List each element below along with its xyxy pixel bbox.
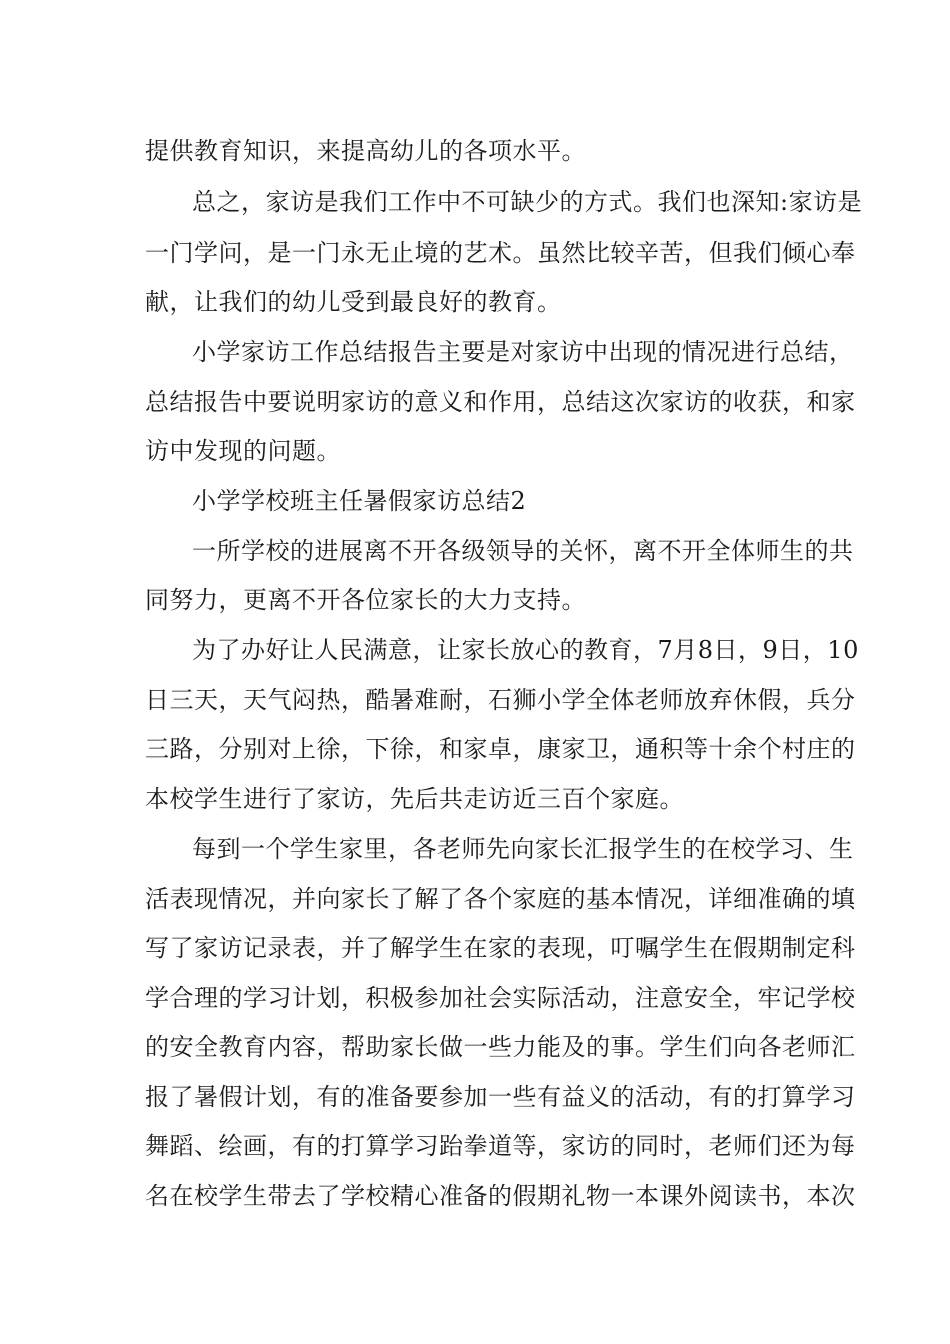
paragraph-6-line-8: 名在校学生带去了学校精心准备的假期礼物一本课外阅读书，本次 bbox=[145, 1182, 856, 1210]
paragraph-5-line-3: 三路，分别对上徐，下徐，和家卓，康家卫，通积等十余个村庄的 bbox=[145, 735, 856, 763]
paragraph-6-line-3: 写了家访记录表，并了解学生在家的表现，叮嘱学生在假期制定科 bbox=[145, 934, 856, 962]
paragraph-6-line-5: 的安全教育内容，帮助家长做一些力能及的事。学生们向各老师汇 bbox=[145, 1033, 856, 1061]
paragraph-2-line-1: 总之，家访是我们工作中不可缺少的方式。我们也深知:家访是 bbox=[192, 188, 863, 216]
paragraph-4-line-2: 同努力，更离不开各位家长的大力支持。 bbox=[145, 586, 586, 614]
paragraph-2-line-2: 一门学问，是一门永无止境的艺术。虽然比较辛苦，但我们倾心奉 bbox=[145, 239, 856, 267]
paragraph-6-line-4: 学合理的学习计划，积极参加社会实际活动，注意安全，牢记学校 bbox=[145, 984, 856, 1012]
paragraph-5-line-2: 日三天，天气闷热，酷暑难耐，石狮小学全体老师放弃休假，兵分 bbox=[145, 686, 856, 714]
section-heading: 小学学校班主任暑假家访总结2 bbox=[192, 487, 527, 515]
paragraph-6-line-1: 每到一个学生家里，各老师先向家长汇报学生的在校学习、生 bbox=[192, 835, 854, 863]
paragraph-6-line-6: 报了暑假计划，有的准备要参加一些有益义的活动，有的打算学习 bbox=[145, 1083, 856, 1111]
paragraph-2-line-3: 献，让我们的幼儿受到最良好的教育。 bbox=[145, 288, 562, 316]
paragraph-4-line-1: 一所学校的进展离不开各级领导的关怀，离不开全体师生的共 bbox=[192, 537, 854, 565]
paragraph-3-line-2: 总结报告中要说明家访的意义和作用，总结这次家访的收获，和家 bbox=[145, 388, 856, 416]
paragraph-1-line-1: 提供教育知识，来提高幼儿的各项水平。 bbox=[145, 137, 586, 165]
paragraph-5-line-4: 本校学生进行了家访，先后共走访近三百个家庭。 bbox=[145, 785, 684, 813]
paragraph-3-line-3: 访中发现的问题。 bbox=[145, 437, 341, 465]
paragraph-3-line-1: 小学家访工作总结报告主要是对家访中出现的情况进行总结， bbox=[192, 338, 854, 366]
paragraph-6-line-7: 舞蹈、绘画，有的打算学习跆拳道等，家访的同时，老师们还为每 bbox=[145, 1132, 856, 1160]
paragraph-5-line-1: 为了办好让人民满意，让家长放心的教育，7月8日，9日，10 bbox=[192, 636, 859, 664]
paragraph-6-line-2: 活表现情况，并向家长了解了各个家庭的基本情况，详细准确的填 bbox=[145, 885, 856, 913]
